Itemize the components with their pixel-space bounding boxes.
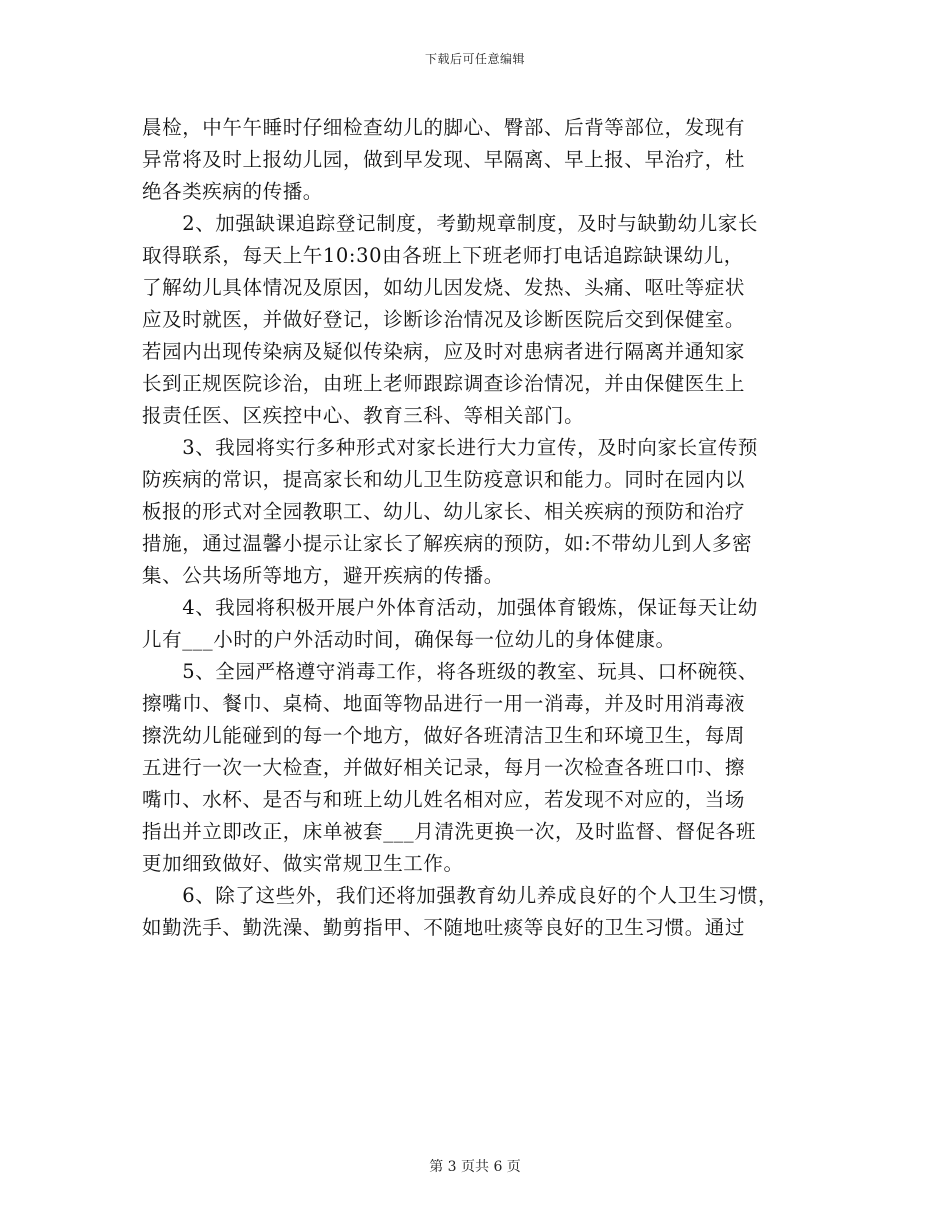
text-line: 若园内出现传染病及疑似传染病，应及时对患病者进行隔离并通知家 — [142, 340, 746, 363]
text-line: 3、我园将实行多种形式对家长进行大力宣传，及时向家长宣传预 — [142, 436, 759, 459]
text-line: 嘴巾、水杯、是否与和班上幼儿姓名相对应，若发现不对应的，当场 — [142, 788, 746, 811]
text-line: 了解幼儿具体情况及原因，如幼儿因发烧、发热、头痛、呕吐等症状 — [142, 276, 746, 299]
text-line: 应及时就医，并做好登记，诊断诊治情况及诊断医院后交到保健室。 — [142, 308, 746, 331]
text-line: 擦洗幼儿能碰到的每一个地方，做好各班清洁卫生和环境卫生，每周 — [142, 724, 746, 747]
text-line: 防疾病的常识，提高家长和幼儿卫生防疫意识和能力。同时在园内以 — [142, 468, 746, 491]
text-line: 4、我园将积极开展户外体育活动，加强体育锻炼，保证每天让幼 — [142, 596, 759, 619]
text-line: 儿有___小时的户外活动时间，确保每一位幼儿的身体健康。 — [142, 628, 676, 651]
text-line: 6、除了这些外，我们还将加强教育幼儿养成良好的个人卫生习惯， — [142, 884, 779, 907]
document-body — [142, 112, 822, 944]
page-header: 下载后可任意编辑 — [424, 52, 525, 66]
text-line: 板报的形式对全园教职工、幼儿、幼儿家长、相关疾病的预防和治疗 — [142, 500, 746, 523]
text-line: 晨检，中午午睡时仔细检查幼儿的脚心、臀部、后背等部位，发现有 — [142, 116, 746, 139]
text-line: 长到正规医院诊治，由班上老师跟踪调查诊治情况，并由保健医生上 — [142, 372, 746, 395]
text-line: 指出并立即改正，床单被套___月清洗更换一次，及时监督、督促各班 — [142, 820, 756, 843]
text-line: 2、加强缺课追踪登记制度，考勤规章制度，及时与缺勤幼儿家长 — [142, 212, 759, 235]
text-line: 擦嘴巾、餐巾、桌椅、地面等物品进行一用一消毒，并及时用消毒液 — [142, 692, 746, 715]
text-line: 异常将及时上报幼儿园，做到早发现、早隔离、早上报、早治疗，杜 — [142, 148, 746, 171]
text-line: 五进行一次一大检查，并做好相关记录，每月一次检查各班口巾、擦 — [142, 756, 746, 779]
text-line: 取得联系，每天上午10:30由各班上下班老师打电话追踪缺课幼儿， — [142, 244, 744, 267]
text-line: 报责任医、区疾控中心、教育三科、等相关部门。 — [142, 404, 585, 427]
text-line: 如勤洗手、勤洗澡、勤剪指甲、不随地吐痰等良好的卫生习惯。通过 — [142, 916, 746, 939]
text-line: 措施，通过温馨小提示让家长了解疾病的预防，如:不带幼儿到人多密 — [142, 532, 753, 555]
text-line: 更加细致做好、做实常规卫生工作。 — [142, 852, 464, 875]
page-footer: 第 3 页共 6 页 — [429, 1159, 521, 1175]
text-line: 5、全园严格遵守消毒工作，将各班级的教室、玩具、口杯碗筷、 — [142, 660, 759, 683]
text-line: 集、公共场所等地方，避开疾病的传播。 — [142, 564, 504, 587]
text-line: 绝各类疾病的传播。 — [142, 180, 323, 203]
